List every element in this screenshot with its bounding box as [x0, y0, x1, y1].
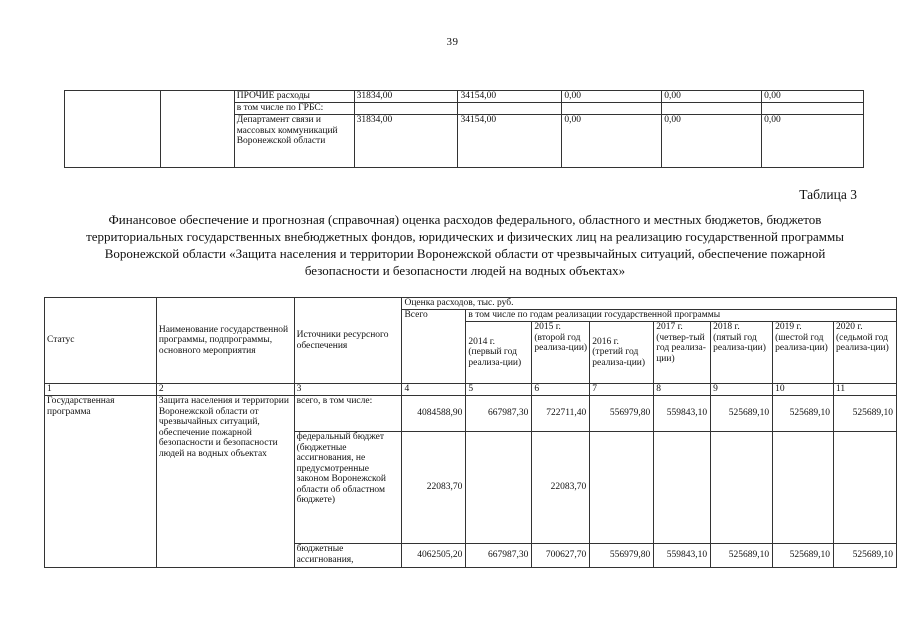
value-cell	[562, 103, 662, 115]
table-title: Финансовое обеспечение и прогнозная (справочная) оценка расходов федерального, областного и местных бюджетов, бюджетов территориальных государственных внебюджетных фондов, юридических и физических лиц на реализацию государственной программы Воронежской области «Защита населения и территории Воронежской области от чрезвычайных ситуаций, обеспечение пожарной безопасности и безопасности людей на водных объектах»	[86, 212, 844, 278]
index-cell: 11	[834, 384, 897, 396]
empty-cell	[160, 91, 234, 168]
source-cell: федеральный бюджет (бюджетные ассигнования, не предусмотренные законом Воронежской области об областном бюджете)	[294, 432, 402, 544]
source-cell: всего, в том числе:	[294, 396, 402, 432]
row-label: Департамент связи и массовых коммуникаций Воронежской области	[234, 115, 354, 168]
year-value-cell	[466, 432, 532, 544]
header-name: Наименование государственной программы, подпрограммы, основного мероприятия	[156, 298, 294, 384]
value-cell: 0,00	[662, 115, 762, 168]
year-value-cell: 525689,10	[773, 396, 834, 432]
index-cell: 3	[294, 384, 402, 396]
index-cell: 4	[402, 384, 466, 396]
header-year: 2018 г. (пятый год реализа-ции)	[711, 322, 773, 384]
year-value-cell: 667987,30	[466, 544, 532, 568]
year-value-cell	[654, 432, 711, 544]
value-cell	[458, 103, 562, 115]
header-by-years: в том числе по годам реализации государственной программы	[466, 310, 897, 322]
header-year: 2014 г. (первый год реализа-ции)	[466, 322, 532, 384]
total-cell: 22083,70	[402, 432, 466, 544]
year-value-cell	[711, 432, 773, 544]
year-value-cell: 667987,30	[466, 396, 532, 432]
year-value-cell: 525689,10	[711, 396, 773, 432]
empty-cell	[65, 91, 161, 168]
year-value-cell: 525689,10	[834, 544, 897, 568]
header-year: 2019 г. (шестой год реализа-ции)	[773, 322, 834, 384]
continuation-table	[64, 90, 864, 168]
total-cell: 4084588,90	[402, 396, 466, 432]
year-value-cell: 722711,40	[532, 396, 590, 432]
index-cell: 9	[711, 384, 773, 396]
index-cell: 2	[156, 384, 294, 396]
year-value-cell: 556979,80	[590, 544, 654, 568]
year-value-cell: 700627,70	[532, 544, 590, 568]
header-row	[45, 298, 897, 310]
value-cell	[354, 103, 458, 115]
value-cell: 0,00	[762, 115, 864, 168]
year-value-cell: 559843,10	[654, 396, 711, 432]
year-value-cell: 22083,70	[532, 432, 590, 544]
year-value-cell	[773, 432, 834, 544]
status-cell: Государственная программа	[45, 396, 157, 568]
value-cell: 34154,00	[458, 91, 562, 103]
program-name-cell: Защита населения и территории Воронежской области от чрезвычайных ситуаций, обеспечение пожарной безопасности и безопасности людей на водных объектах	[156, 396, 294, 568]
value-cell: 31834,00	[354, 115, 458, 168]
total-cell: 4062505,20	[402, 544, 466, 568]
source-cell: бюджетные ассигнования,	[294, 544, 402, 568]
index-cell: 5	[466, 384, 532, 396]
year-value-cell: 556979,80	[590, 396, 654, 432]
header-estimate: Оценка расходов, тыс. руб.	[402, 298, 897, 310]
value-cell	[662, 103, 762, 115]
row-label: ПРОЧИЕ расходы	[234, 91, 354, 103]
table-caption: Таблица 3	[799, 187, 857, 202]
year-value-cell	[590, 432, 654, 544]
index-cell: 6	[532, 384, 590, 396]
header-year: 2020 г. (седьмой год реализа-ции)	[834, 322, 897, 384]
table-row	[45, 396, 897, 432]
year-value-cell: 525689,10	[711, 544, 773, 568]
financing-table	[44, 297, 897, 568]
index-cell: 1	[45, 384, 157, 396]
table-row	[65, 91, 864, 103]
header-year: 2015 г. (второй год реализа-ции)	[532, 322, 590, 384]
header-year: 2017 г. (четвер-тый год реализа-ции)	[654, 322, 711, 384]
value-cell: 0,00	[562, 91, 662, 103]
value-cell: 34154,00	[458, 115, 562, 168]
index-cell: 10	[773, 384, 834, 396]
value-cell: 0,00	[562, 115, 662, 168]
index-row	[45, 384, 897, 396]
year-value-cell: 525689,10	[773, 544, 834, 568]
value-cell	[762, 103, 864, 115]
value-cell: 0,00	[662, 91, 762, 103]
header-total: Всего	[402, 310, 466, 384]
index-cell: 7	[590, 384, 654, 396]
value-cell: 0,00	[762, 91, 864, 103]
header-sources: Источники ресурсного обеспечения	[294, 298, 402, 384]
page-number: 39	[446, 36, 459, 48]
header-status: Статус	[45, 298, 157, 384]
header-year: 2016 г. (третий год реализа-ции)	[590, 322, 654, 384]
row-label: в том числе по ГРБС:	[234, 103, 354, 115]
year-value-cell: 559843,10	[654, 544, 711, 568]
value-cell: 31834,00	[354, 91, 458, 103]
year-value-cell	[834, 432, 897, 544]
year-value-cell: 525689,10	[834, 396, 897, 432]
index-cell: 8	[654, 384, 711, 396]
